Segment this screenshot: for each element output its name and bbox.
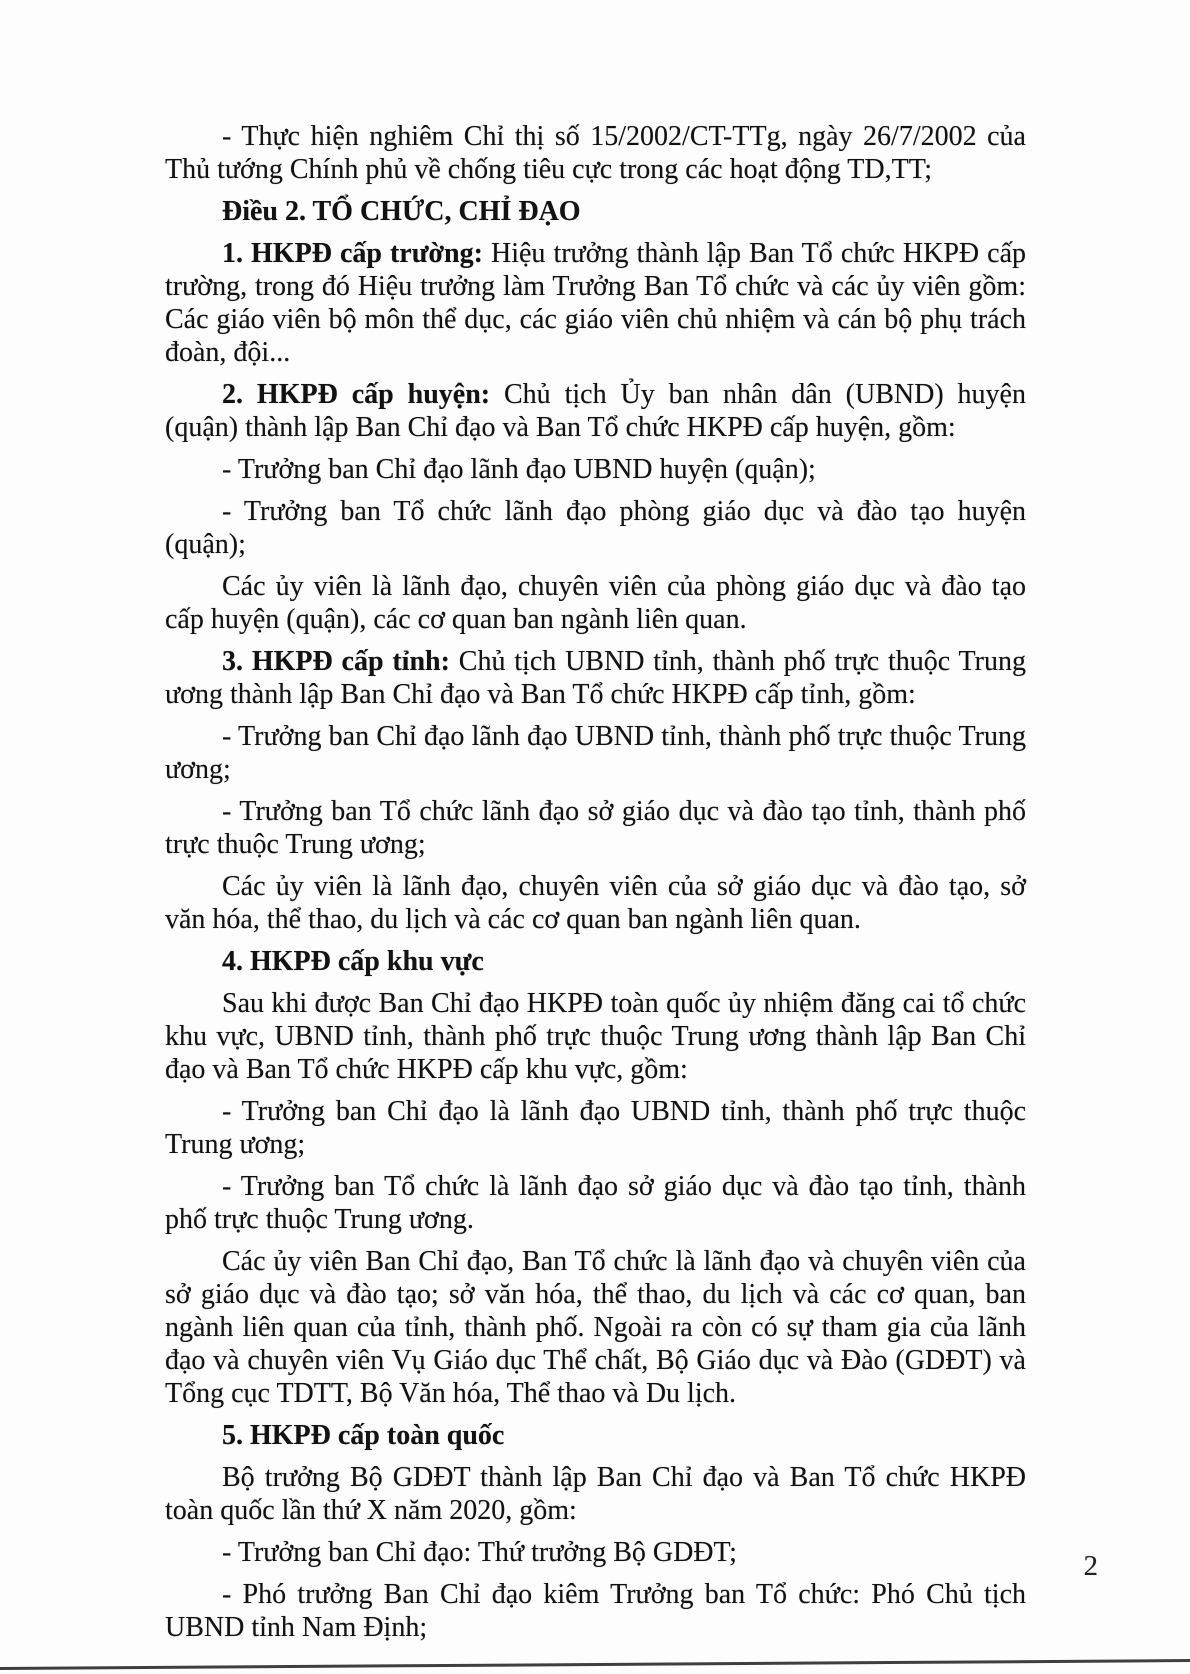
heading-text: 5. HKPĐ cấp toàn quốc: [222, 1420, 505, 1451]
list-item-text: - Trưởng ban Chỉ đạo lãnh đạo UBND huyện (quận);: [222, 454, 816, 485]
paragraph-text: Hiệu trưởng thành lập Ban Tổ chức HKPĐ cấp trường, trong đó Hiệu trưởng làm Trưởng Ban Tổ chức và các ủy viên gồm: Các giáo viên bộ môn thể dục, các giáo viên chủ nhiệm và cán bộ phụ trách đoàn, đội...: [165, 238, 1027, 368]
list-item-text: - Phó trưởng Ban Chỉ đạo kiêm Trưởng ban Tổ chức: Phó Chủ tịch UBND tỉnh Nam Định;: [165, 1579, 1026, 1643]
paragraph-text: Bộ trưởng Bộ GDĐT thành lập Ban Chỉ đạo và Ban Tổ chức HKPĐ toàn quốc lần thứ X năm 2020, gồm:: [165, 1462, 1026, 1526]
list-item-text: - Trưởng ban Chỉ đạo là lãnh đạo UBND tỉnh, thành phố trực thuộc Trung ương;: [165, 1096, 1026, 1160]
heading-text: Điều 2. TỔ CHỨC, CHỈ ĐẠO: [222, 196, 581, 227]
document-content: [165, 120, 1026, 1653]
list-item-pho-truong-ban-chi-dao: [165, 1578, 1026, 1644]
paragraph-text: Chủ tịch Ủy ban nhân dân (UBND) huyện (quận) thành lập Ban Chỉ đạo và Ban Tổ chức HKPĐ cấp huyện, gồm:: [165, 379, 1026, 443]
paragraph-text: Các ủy viên Ban Chỉ đạo, Ban Tổ chức là lãnh đạo và chuyên viên của sở giáo dục và đào tạo; sở văn hóa, thể thao, du lịch và các cơ quan, ban ngành liên quan của tỉnh, thành phố. Ngoài ra còn có sự tham gia của lãnh đạo và chuyên viên Vụ Giáo dục Thể chất, Bộ Giáo dục và Đào (GDĐT) và Tổng cục TDTT, Bộ Văn hóa, Thể thao và Du lịch.: [165, 1246, 1026, 1409]
paragraph-hkpd-cap-truong: [165, 237, 1026, 369]
paragraph-hkpd-cap-tinh: [165, 645, 1026, 711]
paragraph-text: Chủ tịch UBND tỉnh, thành phố trực thuộc Trung ương thành lập Ban Chỉ đạo và Ban Tổ chức HKPĐ cấp tỉnh, gồm:: [165, 646, 1026, 710]
list-item-text: - Trưởng ban Chỉ đạo: Thứ trưởng Bộ GDĐT;: [222, 1537, 737, 1568]
scan-edge-line: [0, 1659, 1190, 1670]
paragraph-uy-vien-huyen: [165, 570, 1026, 636]
list-item-truong-ban-chi-dao-tinh: [165, 720, 1026, 786]
list-item-text: - Trưởng ban Chỉ đạo lãnh đạo UBND tỉnh, thành phố trực thuộc Trung ương;: [165, 721, 1026, 785]
list-item-text: - Trưởng ban Tổ chức lãnh đạo phòng giáo dục và đào tạo huyện (quận);: [165, 496, 1026, 560]
page-number: 2: [1083, 1550, 1098, 1582]
paragraph-toan-quoc-intro: [165, 1461, 1026, 1527]
paragraph-text: Các ủy viên là lãnh đạo, chuyên viên của phòng giáo dục và đào tạo cấp huyện (quận), các cơ quan ban ngành liên quan.: [165, 571, 1026, 635]
heading-dieu-2: [165, 195, 1026, 228]
paragraph-uy-vien-khu-vuc: [165, 1245, 1026, 1410]
paragraph-text: Sau khi được Ban Chỉ đạo HKPĐ toàn quốc ủy nhiệm đăng cai tổ chức khu vực, UBND tỉnh, thành phố trực thuộc Trung ương thành lập Ban Chỉ đạo và Ban Tổ chức HKPĐ cấp khu vực, gồm:: [165, 988, 1026, 1085]
list-item-text: - Trưởng ban Tổ chức là lãnh đạo sở giáo dục và đào tạo tỉnh, thành phố trực thuộc Trung ương.: [165, 1171, 1026, 1235]
paragraph-text: - Thực hiện nghiêm Chỉ thị số 15/2002/CT-TTg, ngày 26/7/2002 của Thủ tướng Chính phủ về chống tiêu cực trong các hoạt động TD,TT;: [165, 121, 1026, 185]
list-item-truong-ban-to-chuc-huyen: [165, 495, 1026, 561]
heading-hkpd-cap-khu-vuc: [165, 945, 1026, 978]
paragraph-lead: 2. HKPĐ cấp huyện:: [222, 379, 491, 410]
paragraph-text: Các ủy viên là lãnh đạo, chuyên viên của sở giáo dục và đào tạo, sở văn hóa, thể thao, du lịch và các cơ quan ban ngành liên quan.: [165, 871, 1026, 935]
list-item-truong-ban-to-chuc-khu-vuc: [165, 1170, 1026, 1236]
paragraph-khu-vuc-intro: [165, 987, 1026, 1086]
list-item-truong-ban-chi-dao-khu-vuc: [165, 1095, 1026, 1161]
heading-text: 4. HKPĐ cấp khu vực: [222, 946, 484, 977]
list-item-truong-ban-chi-dao-huyen: [165, 453, 1026, 486]
paragraph-directive-15-2002: [165, 120, 1026, 186]
list-item-text: - Trưởng ban Tổ chức lãnh đạo sở giáo dục và đào tạo tỉnh, thành phố trực thuộc Trung ương;: [165, 796, 1026, 860]
list-item-truong-ban-to-chuc-tinh: [165, 795, 1026, 861]
paragraph-lead: 3. HKPĐ cấp tỉnh:: [222, 646, 450, 677]
paragraph-hkpd-cap-huyen: [165, 378, 1026, 444]
heading-hkpd-cap-toan-quoc: [165, 1419, 1026, 1452]
paragraph-lead: 1. HKPĐ cấp trường:: [222, 238, 483, 269]
list-item-truong-ban-chi-dao-toan-quoc: [165, 1536, 1026, 1569]
paragraph-uy-vien-tinh: [165, 870, 1026, 936]
